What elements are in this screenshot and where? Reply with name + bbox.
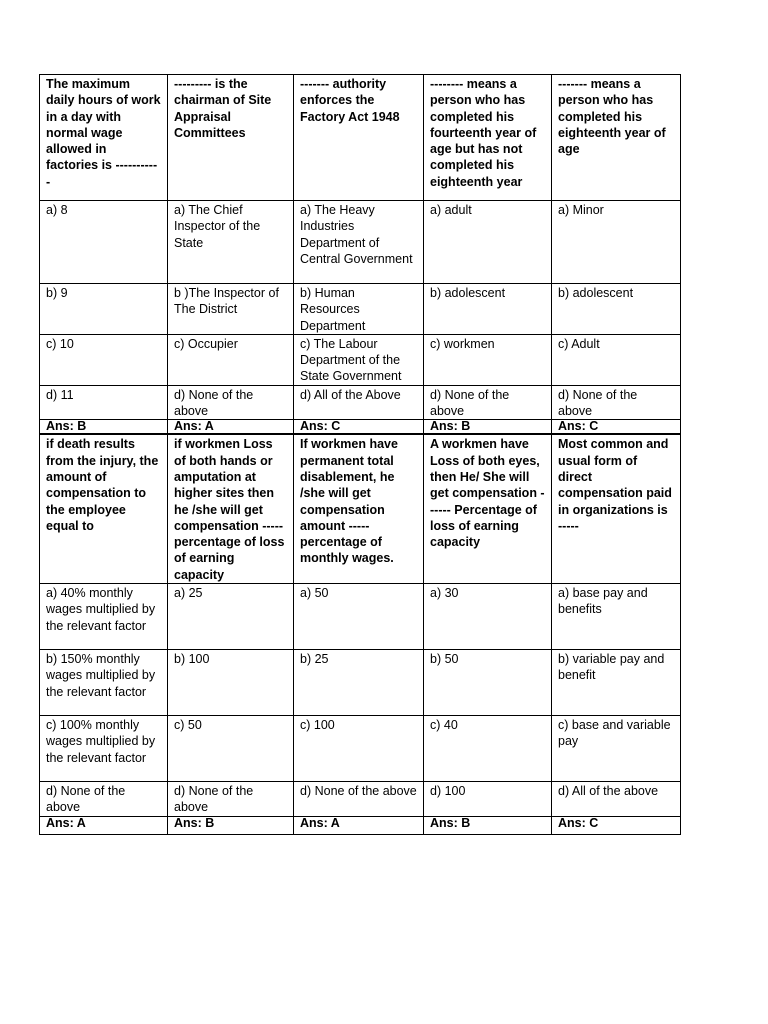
option-cell: d) None of the above — [294, 782, 424, 817]
question-row — [40, 434, 681, 583]
question-cell: ------- means a person who has completed his eighteenth year of age — [552, 75, 681, 201]
quiz-table — [39, 74, 681, 835]
option-cell: c) Adult — [552, 334, 681, 385]
option-row — [40, 716, 681, 782]
option-cell: d) None of the above — [40, 782, 168, 817]
option-cell: a) 25 — [168, 584, 294, 650]
answer-cell: Ans: C — [552, 816, 681, 834]
answer-row — [40, 420, 681, 435]
option-cell: c) base and variable pay — [552, 716, 681, 782]
answer-cell: Ans: B — [40, 420, 168, 435]
option-cell: a) The Chief Inspector of the State — [168, 201, 294, 284]
answer-cell: Ans: B — [424, 816, 552, 834]
answer-row — [40, 816, 681, 834]
answer-cell: Ans: A — [40, 816, 168, 834]
question-cell: --------- is the chairman of Site Appraisal Committees — [168, 75, 294, 201]
option-cell: a) base pay and benefits — [552, 584, 681, 650]
question-cell: -------- means a person who has completed his fourteenth year of age but has not completed his eighteenth year — [424, 75, 552, 201]
option-row — [40, 584, 681, 650]
option-cell: a) The Heavy Industries Department of Central Government — [294, 201, 424, 284]
answer-cell: Ans: A — [294, 816, 424, 834]
quiz-document — [39, 74, 680, 835]
answer-cell: Ans: A — [168, 420, 294, 435]
option-row — [40, 650, 681, 716]
option-cell: b) Human Resources Department — [294, 284, 424, 335]
option-cell: a) 30 — [424, 584, 552, 650]
option-cell: d) None of the above — [552, 385, 681, 420]
option-cell: b) 100 — [168, 650, 294, 716]
option-cell: a) 40% monthly wages multiplied by the relevant factor — [40, 584, 168, 650]
option-cell: b) 25 — [294, 650, 424, 716]
question-row — [40, 75, 681, 201]
option-row — [40, 201, 681, 284]
question-cell: if workmen Loss of both hands or amputation at higher sites then he /she will get compensation ----- percentage of loss of earning capacity — [168, 434, 294, 583]
option-cell: d) All of the Above — [294, 385, 424, 420]
option-row — [40, 284, 681, 335]
option-cell: a) 50 — [294, 584, 424, 650]
answer-cell: Ans: C — [294, 420, 424, 435]
option-cell: c) 40 — [424, 716, 552, 782]
option-cell: b )The Inspector of The District — [168, 284, 294, 335]
question-cell: ------- authority enforces the Factory Act 1948 — [294, 75, 424, 201]
option-cell: d) None of the above — [424, 385, 552, 420]
answer-cell: Ans: B — [424, 420, 552, 435]
option-row — [40, 334, 681, 385]
option-cell: b) 150% monthly wages multiplied by the relevant factor — [40, 650, 168, 716]
option-cell: b) adolescent — [552, 284, 681, 335]
answer-cell: Ans: C — [552, 420, 681, 435]
option-cell: d) None of the above — [168, 385, 294, 420]
option-cell: c) 100 — [294, 716, 424, 782]
option-cell: c) 50 — [168, 716, 294, 782]
option-row — [40, 385, 681, 420]
option-cell: b) 9 — [40, 284, 168, 335]
question-cell: A workmen have Loss of both eyes, then He/ She will get compensation ------ Percentage of loss of earning capacity — [424, 434, 552, 583]
option-cell: a) adult — [424, 201, 552, 284]
option-cell: c) 100% monthly wages multiplied by the relevant factor — [40, 716, 168, 782]
option-cell: d) 11 — [40, 385, 168, 420]
question-cell: The maximum daily hours of work in a day with normal wage allowed in factories is ----------- — [40, 75, 168, 201]
option-cell: a) Minor — [552, 201, 681, 284]
option-cell: d) 100 — [424, 782, 552, 817]
option-cell: c) Occupier — [168, 334, 294, 385]
option-cell: d) All of the above — [552, 782, 681, 817]
option-cell: b) adolescent — [424, 284, 552, 335]
question-cell: If workmen have permanent total disablement, he /she will get compensation amount ----- percentage of monthly wages. — [294, 434, 424, 583]
answer-cell: Ans: B — [168, 816, 294, 834]
option-cell: c) The Labour Department of the State Government — [294, 334, 424, 385]
option-row — [40, 782, 681, 817]
question-cell: if death results from the injury, the amount of compensation to the employee equal to — [40, 434, 168, 583]
option-cell: b) 50 — [424, 650, 552, 716]
option-cell: c) 10 — [40, 334, 168, 385]
option-cell: b) variable pay and benefit — [552, 650, 681, 716]
option-cell: c) workmen — [424, 334, 552, 385]
option-cell: a) 8 — [40, 201, 168, 284]
question-cell: Most common and usual form of direct compensation paid in organizations is ----- — [552, 434, 681, 583]
option-cell: d) None of the above — [168, 782, 294, 817]
